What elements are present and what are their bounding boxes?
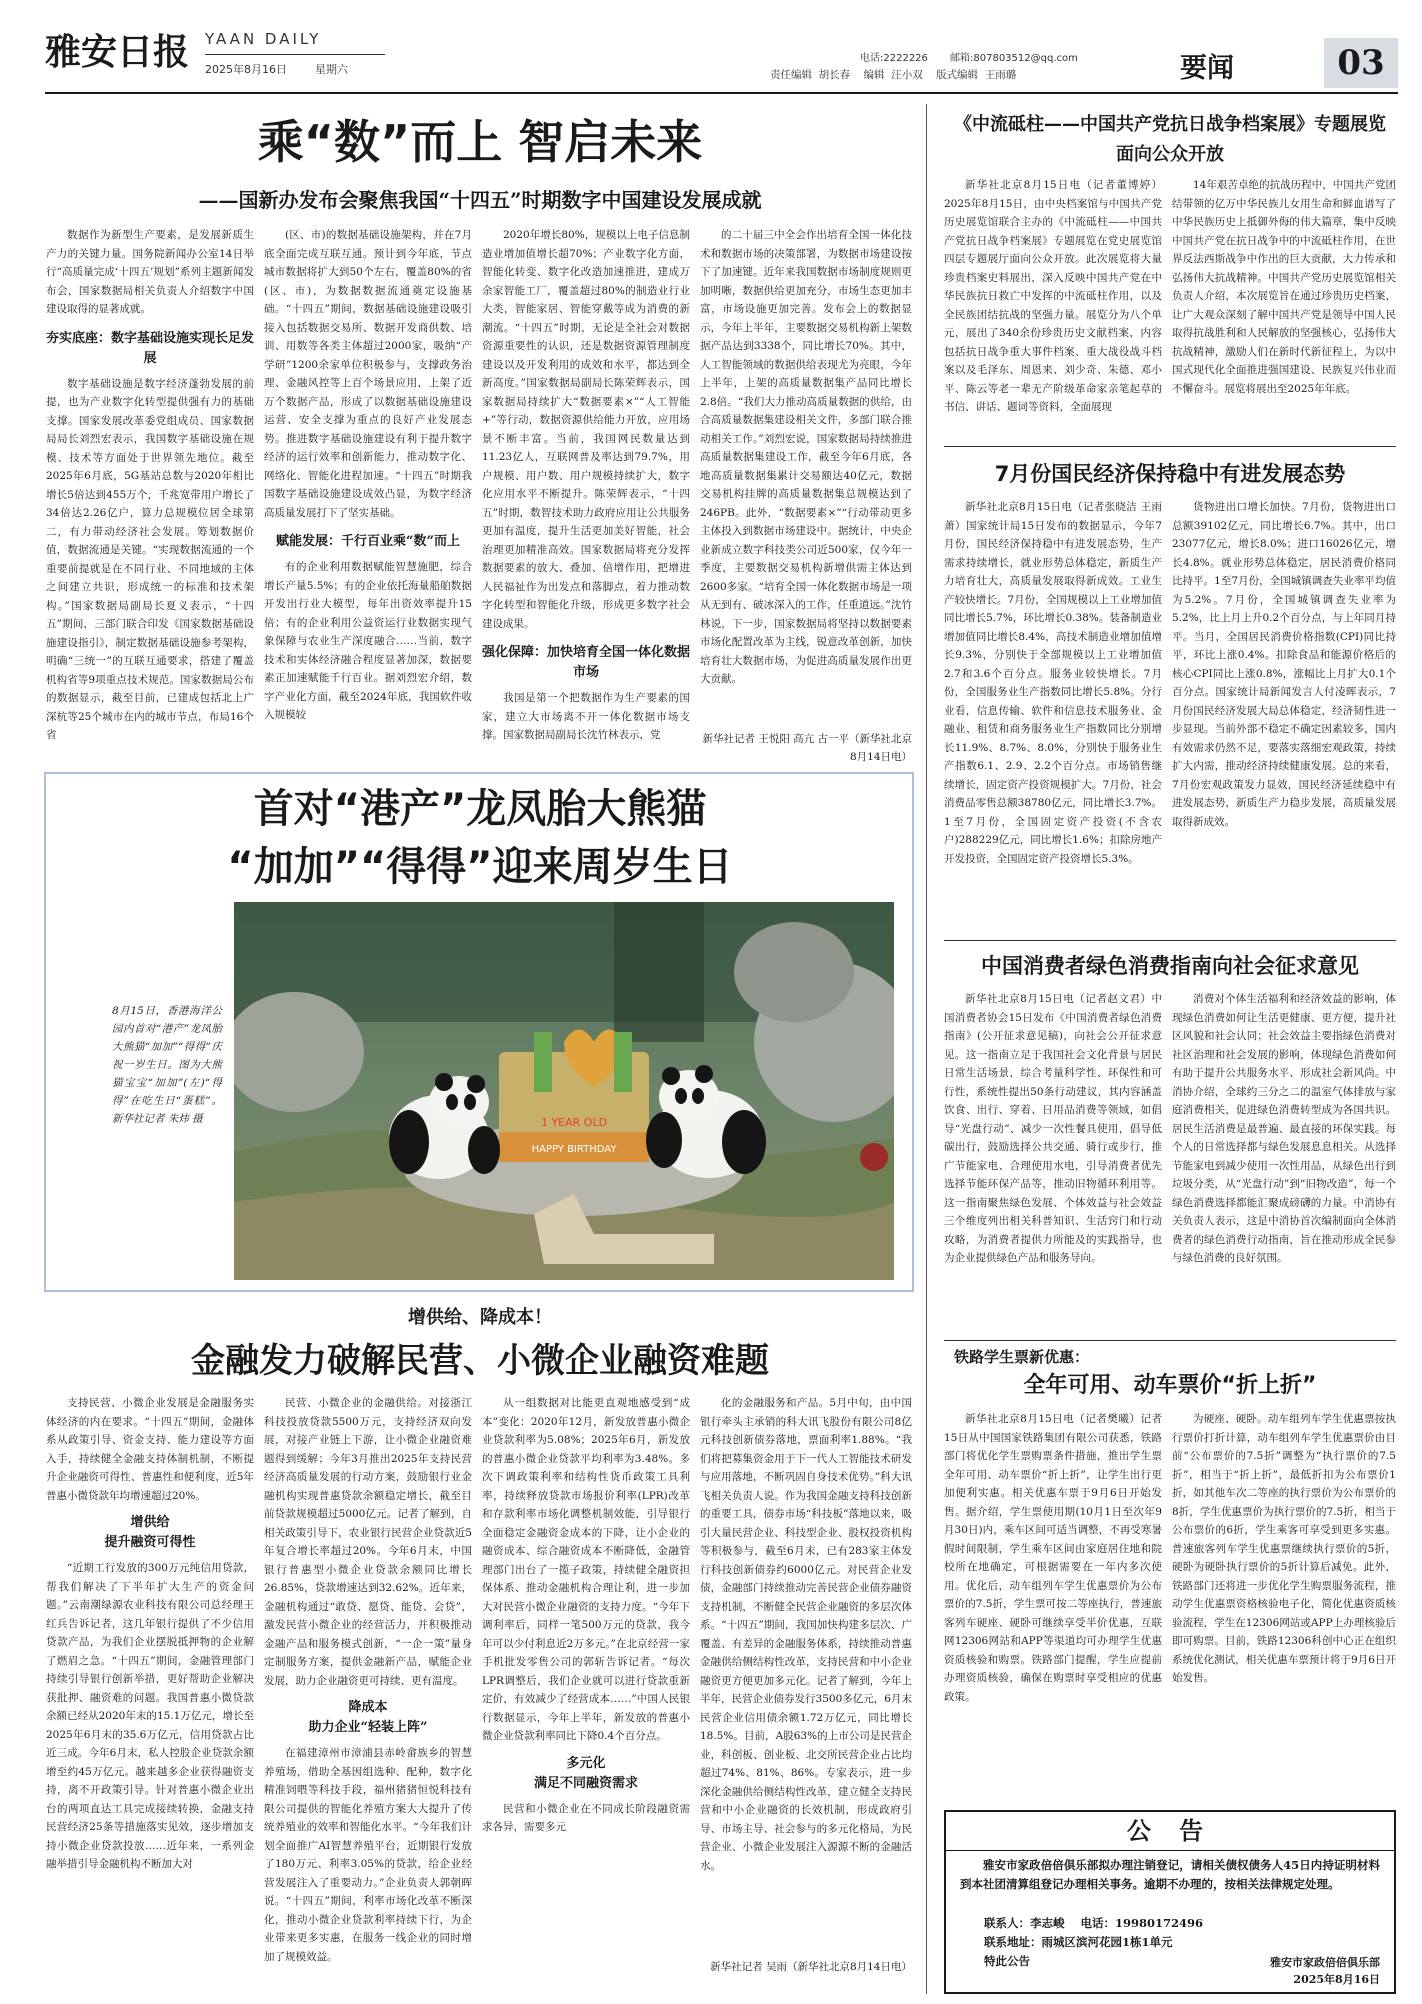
article3-col1: 支持民营、小微企业发展是金融服务实体经济的内在要求。“十四五”期间，金融体系从政策引导、资金支持、能力建设等方面入手，持续健全金融支持体制机制，不断提升企业融资可得性、普惠性和便利度，近5年普惠小微贷款年均增速超过20%。 增供给 提升融资可得性 “近期工行发放的300万元纯信用贷款，帮我们解决了下半年扩大生产的资金问题。”云南潮绿源农业科技有限公司总经理王红兵告诉记者，这几年银行提供了不少信用贷款产品，为我们企业摆脱抵押物的企业解了燃眉之急。“十四五”期间，金融管理部门持续引导银行创新举措，更好帮助企业解决获批押、融资难的问题。我国普惠小微贷款余额已经从2020年末的15.1万亿元，增长至2025年6月末的35.6万亿元，信用贷款占比近三成。今年6月末，私人控股企业贷款余额增至约45万亿元。越来越多企业获得融资支持，离不开政策引导。针对普惠小微企业出台的两项直达工具完成接续转换，金融支持民营经济25条等措施落实见效，逐步增加支持小微企业贷款投放……近年来，一系列金融举措引导金融机构不断加大对	[46, 1397, 254, 1870]
masthead-date: 2025年8月16日	[205, 63, 287, 76]
right3-col1: 新华社北京8月15日电（记者赵文君）中国消费者协会15日发布《中国消费者绿色消费指南》(公开征求意见稿)，向社会公开征求意见。这一指南立足于我国社会文化背景与居民日常生活场景，综合考量科学性、环保性和可行性，系统性提出50条行动建议，其内容涵盖饮食、出行、穿着、日用品消费等领域，如倡导“光盘行动”、减少一次性餐具使用，倡导低碳出行，鼓励选择公共交通、骑行或步行，推广节能家电、合理使用水电，引导消费者优先选择节能环保产品等，推动旧物循环利用等。这一指南聚焦绿色发展、个体效益与社会效益三个维度列出相关科普知识、生活窍门和行动攻略，为消费者提供力所能及的实践指导，也为企业提供绿色产品和服务导向。	[944, 993, 1162, 1264]
right3-title: 中国消费者绿色消费指南向社会征求意见	[981, 954, 1359, 978]
column-divider	[926, 104, 927, 1994]
article1-sub2: 赋能发展：千行百业乘“数”而上	[276, 534, 460, 549]
article2-title-line2: “加加”“得得”迎来周岁生日	[227, 844, 733, 890]
article3-byline: 新华社记者 吴雨（新华社北京8月14日电）	[710, 1961, 912, 1973]
article1-col2: (区、市)的数据基础设施架构，并在7月底全面完成互联互通。预计到今年底，节点城市数据将扩大到50个左右，覆盖80%的省(区、市)，为数据数据流通奠定设施基础。“十四五”期间，数据基础设施建设吸引接入包括数据交易所、数据开发商供数、培训、用数等各类主体超过2000家，吸纳“产学研”1200余家单位积极参与，支撑政务治理、金融风控等上百个场景应用，上架了近万个数据产品，形成了以数据基础设施建设运营、安全支撑为重点的良好产业发展态势。推进数字基础设施建设有利于提升数字经济的运行效率和创新能力，推动数字化、网络化、智能化进程加速。“十四五”时期我国数字基础设施建设成效凸显，为数字经济高质量发展打下了坚实基础。 赋能发展：千行百业乘“数”而上 有的企业利用数据赋能智慧施肥，综合增长产量5.5%；有的企业依托海量船舶数据开发出行业大模型，每年出资效率提升15倍；有的企业利用公益资运行业数据实现气象保障与农业生产深度融合……当前，数字技术和实体经济融合程度显著加深，数据要素正加速赋能千行百业。据刘烈宏介绍，数字产业化方面，截至2024年底，我国软件收入规模较	[264, 229, 472, 721]
masthead	[0, 0, 1422, 100]
masthead-editors: 责任编辑 胡长春 编辑 汪小双 版式编辑 王雨璐	[770, 69, 1017, 81]
notice-contact2: 联系地址：雨城区滨河花园1栋1单元	[984, 1935, 1173, 1949]
article3-sub1b: 提升融资可得性	[104, 1535, 196, 1550]
article3-sub3b: 满足不同融资需求	[533, 1775, 638, 1791]
article3-sub1: 增供给	[130, 1515, 170, 1530]
right2-col2: 货物进出口增长加快。7月份，货物进出口总额39102亿元，同比增长6.7%。其中，出口23077亿元，增长8.0%；进口16026亿元，增长4.8%。就业形势总体稳定，居民消费价格同比持平。1至7月份，全国城镇调查失业率平均值为5.2%。7月份，全国城镇调查失业率为5.2%，比上月上升0.2个百分点，与上年同月持平。当月，全国居民消费价格指数(CPI)同比持平，环比上涨0.4%。扣除食品和能源价格后的核心CPI同比上涨0.8%，涨幅比上月扩大0.1个百分点。国家统计局新闻发言人付凌晖表示，7月份国民经济发展大局总体稳定，经济韧性进一步显现。当前外部不稳定不确定因素较多，国内有效需求仍然不足，要落实落细宏观政策，持续扩大内需，推动经济持续健康发展。总的来看，7月份宏观政策发力显效，国民经济延续稳中有进发展态势，新质生产力稳步发展，高质量发展取得新成效。	[1172, 501, 1396, 828]
right-rule-2	[944, 940, 1396, 941]
right3-col2: 消费对个体生活福利和经济效益的影响，体现绿色消费如何让生活更健康、更方便，提升社区风貌和社会认同；社会效益主要指绿色消费对社区治理和社会发展的影响，体现绿色消费如何有助于提升公共服务水平、形成社会新风尚。中消协介绍，全球约三分之二的温室气体排放与家庭消费相关，促进绿色消费转型成为各国共识。居民生活消费是最普遍、最直接的环保实践。每个人的日常选择都与绿色发展息息相关。从选择节能家电到减少使用一次性用品，从绿色出行到垃圾分类，从“光盘行动”到“旧物改造”，每一个绿色消费选择都能汇聚成磅礴的力量。中消协有关负责人表示，这是中消协首次编制面向全体消费者的绿色消费行动指南，旨在推动形成全民参与绿色消费的良好氛围。	[1172, 993, 1396, 1264]
panda-caption: 8月15日，香港海洋公园内首对“港产”龙凤胎大熊猫“加加”“得得”庆祝一岁生日。图为大熊猫宝宝“加加”(左)“得得”在吃生日“蛋糕”。新华社记者 朱炜 摄	[112, 1005, 222, 1125]
article1-sub3: 强化保障：加快培育全国一体化数据市场	[482, 645, 690, 680]
article3-sub3: 多元化	[566, 1755, 606, 1771]
notice-signer: 雅安市家政倍倍俱乐部	[1270, 1956, 1380, 1969]
masthead-email: 邮箱:807803512@qq.com	[950, 53, 1078, 64]
article3-kicker: 增供给、降成本！	[408, 1307, 552, 1328]
article1-byline: 新华社记者 王悦阳 高亢 古一平（新华社北京8月14日电）	[702, 733, 912, 763]
notice-sign-date: 2025年8月16日	[1293, 1973, 1380, 1986]
article2-title-line1: 首对“港产”龙凤胎大熊猫	[253, 786, 707, 832]
right2-col1: 新华社北京8月15日电（记者张晓洁 王雨萧）国家统计局15日发布的数据显示，今年7月份，国民经济保持稳中有进发展态势，生产需求持续增长，就业形势总体稳定，新质生产力培育壮大，高质量发展取得新成效。工业生产较快增长。7月份，全国规模以上工业增加值同比增长5.7%，环比增长0.38%。装备制造业增加值同比增长8.4%，高技术制造业增加值增长9.3%，分别快于全部规模以上工业增加值2.7和3.6个百分点。服务业较快增长。7月份，全国服务业生产指数同比增长5.8%。分行业看，信息传输、软件和信息技术服务业、金融业、租赁和商务服务业生产指数同比分别增长11.9%、8.7%、8.0%，分别快于服务业生产指数6.1、2.9、2.2个百分点。市场销售继续增长，固定资产投资规模扩大。7月份，社会消费品零售总额38780亿元，同比增长3.7%。1至7月份，全国固定资产投资(不含农户)288229亿元，同比增长1.6%；扣除房地产开发投资，全国固定资产投资增长5.3%。	[944, 501, 1162, 865]
notice-title-rule	[944, 1850, 1396, 1851]
article3-sub2b: 助力企业“轻装上阵”	[308, 1720, 428, 1735]
article3-col2: 民营、小微企业的金融供给。对接浙江科技投放贷款5500万元，支持经济双向发展，对接产业链上下游，让小微企业融资难题得到缓解；今年3月推出2025年支持民营经济高质量发展的行动方案，鼓励银行业金融机构实现普惠贷款余额稳定增长，截至目前贷款规模超过5000亿元。记者了解到，自相关政策引导下，农业银行民营企业贷款近5年复合增长率超过20%。今年6月末，中国银行普惠型小微企业贷款余额同比增长26.85%，贷款增速达到32.62%。近年来，金融机构通过“敢贷、愿贷、能贷、会贷”，激发民营小微企业的经营活力，并积极推动金融产品和服务模式创新，“一企一策”量身定制服务方案，提供金融新产品，赋能企业发展，助力企业融资更可持续、更有温度。 降成本 助力企业“轻装上阵” 在福建漳州市漳浦县赤岭畲族乡的智慧养殖场，借助全基因组选种、配种，数字化精准饲喂等科技手段，福州猪猪恒悦科技有限公司提供的智能化养殖方案大大提升了传统养殖业的效率和智能化水平。“今年我们计划全面推广AI智慧养殖平台，近期银行发放了180万元、利率3.05%的贷款，给企业经营发展注入了重要动力。”企业负责人郭朝晖说。“十四五”期间，利率市场化改革不断深化，推动小微企业贷款利率持续下行，为企业带来更多实惠，在服务一线企业的同时增加了规模效益。	[264, 1397, 472, 1963]
page-number: 03	[1337, 43, 1385, 83]
notice-title: 公 告	[1126, 1816, 1214, 1845]
right-rule-3	[944, 1340, 1396, 1341]
article1-sub1: 夯实底座：数字基础设施实现长足发展	[46, 330, 254, 366]
article1-col1: 数据作为新型生产要素，是发展新质生产力的关键力量。国务院新闻办公室14日举行“高质量完成‘十四五’规划”系列主题新闻发布会，国家数据局相关负责人介绍数字中国建设取得的显著成就。 夯实底座：数字基础设施实现长足发展 数字基础设施是数字经济蓬勃发展的前提，也为产业数字化转型提供强有力的基础支撑。国家发展改革委党组成员、国家数据局局长刘烈宏表示，我国数字基础设施在规模、技术等方面处于世界领先地位。截至2025年6月底，5G基站总数与2020年相比增长5倍达到455万个，千兆宽带用户增长了34倍达2.26亿户，算力总规模位居全球第二，有力带动经济社会发展。筹划数据价值，数据流通是关键。“实现数据流通的一个重要前提就是在不同行业、不同地域的主体之间建立共识，形成统一的标准和技术架构。”国家数据局副局长夏义表示，“十四五”期间，三部门联合印发《国家数据基础设施建设指引》，制定数据基础设施参考架构，明确“三统一”的互联互通要求，搭建了覆盖机构省等9项重点技术规范。国家数据局公布的数据显示，截至目前，已建成包括北上广深杭等25个城市在内的城市节点，布局16个省	[46, 229, 254, 741]
right-rule-1	[944, 446, 1396, 447]
article3-sub2: 降成本	[348, 1700, 388, 1715]
article1-subtitle: ——国新办发布会聚焦我国“十四五”时期数字中国建设发展成就	[198, 188, 762, 212]
right4-kicker: 铁路学生票新优惠：	[954, 1348, 1090, 1366]
right2-title: 7月份国民经济保持稳中有进发展态势	[994, 462, 1346, 486]
right4-title: 全年可用、动车票价“折上折”	[1023, 1373, 1317, 1398]
right1-col1: 新华社北京8月15日电（记者董博婷）2025年8月15日，由中央档案馆与中国共产党历史展览馆联合主办的《中流砥柱——中国共产党抗日战争档案展》专题展览在党史展览馆四层专题展厅面向公众开放。此次展览将大量珍贵档案史料展出，深入反映中国共产党在中华民族抗日救亡中发挥的中流砥柱作用，以及全民族团结抗战的坚强力量。展览分为八个单元，展出了340余份珍贵历史文献档案，内容包括抗日战争重大事件档案、重大战役战斗档案以及毛泽东、周恩来、刘少奇、朱德、邓小平、陈云等老一辈无产阶级革命家亲笔起草的书信、讲话、题词等资料，全面展现	[944, 179, 1162, 413]
notice-body: 雅安市家政倍倍俱乐部拟办理注销登记，请相关债权债务人45日内持证明材料到本社团清算组登记办理相关事务。逾期不办理的，按相关法律规定处理。	[960, 1858, 1380, 1891]
article1-col4: 的二十届三中全会作出培育全国一体化技术和数据市场的决策部署，为数据市场建设按下了加速键。近年来我国数据市场制度规则更加明晰，数据供给更加充分，市场生态更加丰富，市场设施更加完善。发布会上的数据显示，今年上半年，主要数据交易机构新上架数据产品达到3338个，同比增长70%。其中，人工智能领域的数据供给表现尤为亮眼，今年上半年，上架的高质量数据集产品同比增长2.8倍。“我们大力推动高质量数据的供给，由合高质量数据集建设相关文件，多部门联合推动相关工作。”刘烈宏说，国家数据局持续推进高质量数据集建设工作，截至今年6月底，各地高质量数据集累计交易额达40亿元，数据交易机构挂牌的高质量数据集总规模达到了246PB。此外，“数据要素×”“行动带动更多主体投入到数据市场建设中。据统计，中央企业新成立数字科技类公司近500家，仅今年一季度，主要数据交易机构新增供需主体达到2600多家。“培育全国一体化数据市场是一项从无到有、破冰深入的工作，任重道远。”沈竹林说，下一步，国家数据局将坚持以数据要素市场化配置改革为主线，锐意改革创新，加快培育壮大数据市场，为促进高质量发展作出更大贡献。	[700, 229, 912, 685]
masthead-rule	[205, 54, 385, 55]
article3-col4: 化的金融服务和产品。5月中旬，由中国银行牵头主承销的科大讯飞股份有限公司8亿元科技创新债券落地，票面利率1.88%。“我们将把募集资金用于下一代人工智能技术研发与应用落地，不断巩固自身技术优势。”科大讯飞相关负责人说。作为我国金融支持科技创新的重要工具，债券市场“科技板”落地以来，吸引大量民营企业、科技型企业、股权投资机构等积极参与，截至6月末，已有283家主体发行科技创新债券约6000亿元。对民营企业发债，金融部门持续推动完善民营企业债券融资支持机制，不断健全民营企业融资的多层次体系。“十四五”期间，我国加快构建多层次、广覆盖、有差异的金融服务体系，持续推动普惠金融供给侧结构性改革，支持民营和中小企业融资更方便更加多元化。记者了解到，今年上半年，民营企业债券发行3500多亿元，6月末民营企业信用债余额1.72万亿元，同比增长18.5%。目前，A股63%的上市公司是民营企业，科创板、创业板、北交所民营企业占比均超过74%、81%、86%。专家表示，进一步深化金融供给侧结构性改革，建立健全支持民营和中小企业融资的长效机制，形成政府引导、市场主导、社会参与的多元化格局，为民营企业、小微企业发展注入源源不断的金融活水。	[700, 1397, 912, 1872]
panda-photo-graphic	[234, 902, 894, 1280]
right4-col1: 新华社北京8月15日电（记者樊曦）记者15日从中国国家铁路集团有限公司获悉，铁路部门将优化学生票购票条件措施，推出学生票全年可用、动车票价“折上折”，让学生出行更加便利实惠。相关优惠车票于9月6日开始发售。据介绍，学生票使用期(10月1日至次年9月30日)内，乘车区间可适当调整，不再受寒暑假时间限制，学生乘车区间由家庭居住地和院校所在地确定，可根据需要在一年内多次使用。优化后，动车组列车学生优惠票价为公布票价的7.5折，学生票可按二等座执行，普速旅客列车硬座、硬卧可继续享受半价优惠，互联网12306网站和APP等渠道均可办理学生优惠资质核验和购票。铁路部门提醒，学生应提前办理资质核验，确保在购票时享受相应的优惠政策。	[944, 1413, 1162, 1703]
masthead-phone: 电话:2222226	[860, 53, 928, 64]
right1-col2: 14年艰苦卓绝的抗战历程中，中国共产党团结带领的亿万中华民族儿女用生命和鲜血谱写了中华民族历史上抵御外侮的伟大篇章，集中反映中国共产党在抗日战争中的中流砥柱作用，在世界反法西斯战争中作出的巨大贡献，大力传承和弘扬伟大抗战精神。中国共产党历史展览馆相关负责人介绍，本次展览旨在通过珍贵历史档案，让广大观众深刻了解中国共产党是领导中国人民取得抗战胜利和人民解放的坚强核心，弘扬伟大抗战精神，激励人们在新时代新征程上，为以中国式现代化全面推进强国建设、民族复兴伟业而不懈奋斗。展览将展出至2025年年底。	[1172, 179, 1396, 395]
article3-col3: 从一组数据对比能更直观地感受到“成本”变化：2020年12月，新发放普惠小微企业贷款利率为5.08%；2025年6月，新发放的普惠小微企业贷款平均利率为3.48%。多次下调政策利率和结构性货币政策工具利率，持续释放贷款市场报价利率(LPR)改革和存款利率市场化调整机制效能，引导银行全面稳定金融资金成本的下降，让小企业的融资成本、综合融资成本不断降低，金融管理部门出台了一揽子政策，持续健全融资担保体系、推动金融机构合理让利，进一步加大对民营小微企业融资的支持力度。“今年下调利率后，同样一笔500万元的贷款，我今年可以少付利息近2万多元。”在北京经营一家手机批发零售公司的郭斩告诉记者。“每次LPR调整后，我们企业就可以进行贷款重新定价，有效减少了经营成本……”中国人民银行数据显示，今年上半年，新发放的普惠小微企业贷款利率同比下降0.4个百分点。 多元化 满足不同融资需求 民营和小微企业在不同成长阶段融资需求各异，需要多元	[482, 1397, 690, 1833]
section-name: 要闻	[1180, 53, 1234, 84]
masthead-logo: 雅安日报	[45, 31, 190, 73]
article3-title: 金融发力破解民营、小微企业融资难题	[191, 1341, 769, 1381]
masthead-weekday: 星期六	[315, 63, 348, 76]
right1-title: 《中流砥柱——中国共产党抗日战争档案展》专题展览面向公众开放	[954, 114, 1386, 165]
notice-footer: 特此公告	[984, 1954, 1030, 1968]
cake-banner: HAPPY BIRTHDAY	[531, 1144, 617, 1155]
article1-title: 乘“数”而上 智启未来	[257, 115, 703, 169]
right4-col2: 为硬座、硬卧。动车组列车学生优惠票按执行票价打折计算，动车组列车学生优惠票价由目前“公布票价的7.5折”调整为“执行票价的7.5折”，相当于“折上折”，最低折扣为公布票价1折，如其他车次二等座的执行票价为公布票价的8折，学生优惠票价为执行票价的7.5折，相当于公布票价的6折，学生乘客可享受到更多实惠。普速旅客列车学生优惠票继续执行票价的5折，硬卧为硬卧执行票价的5折计算后减免。此外，铁路部门还将进一步优化学生购票服务流程，推动学生优惠票资格核验电子化，简化优惠资质核验流程，学生在12306网站或APP上办理核验后即可购票。目前，铁路12306科创中心正在组织系统优化测试，相关优惠车票预计将于9月6日开始发售。	[1172, 1413, 1396, 1684]
notice-contact1: 联系人：李志峻 电话：19980172496	[984, 1916, 1204, 1930]
masthead-name-en: YAAN DAILY	[205, 30, 322, 48]
cake-text: 1 YEAR OLD	[540, 1116, 608, 1129]
masthead-bottom-rule	[45, 92, 1398, 94]
panda-photo	[234, 902, 894, 1280]
article1-col3: 2020年增长80%，规模以上电子信息制造业增加值增长超70%；产业数字化方面，智能化转变、数字化改造加速推进，建成万余家智能工厂，覆盖超过80%的制造业行业大类，智能家居、智能穿戴等成为消费的新潮流。“十四五”时期，无论是全社会对数据资源重要性的认识，还是数据资源管理制度建设以及开发利用的成效和水平，都达到全新高度。”国家数据局副局长陈荣辉表示，国家数据局持续扩大“数据要素×”“人工智能+”等行动，数据资源供给能力开放，应用场景不断丰富。当前，我国网民数量达到11.23亿人，互联网普及率达到79.7%，用户规模、用户数、用户规模持续扩大，数字化应用水平不断提升。陈荣辉表示，“十四五”时期，数智技术助力政府应用让公共服务更加有温度，提升生活更加美好智能，社会治理更加精准高效。国家数据局将充分发挥数据要素的放大、叠加、倍增作用，把增进人民福祉作为出发点和落脚点，着力推动数字化转型和智能化升级，形成更多数字社会建设成果。 强化保障：加快培育全国一体化数据市场 我国是第一个把数据作为生产要素的国家，建立大市场离不开一体化数据市场支撑。国家数据局副局长沈竹林表示，党	[482, 229, 690, 741]
